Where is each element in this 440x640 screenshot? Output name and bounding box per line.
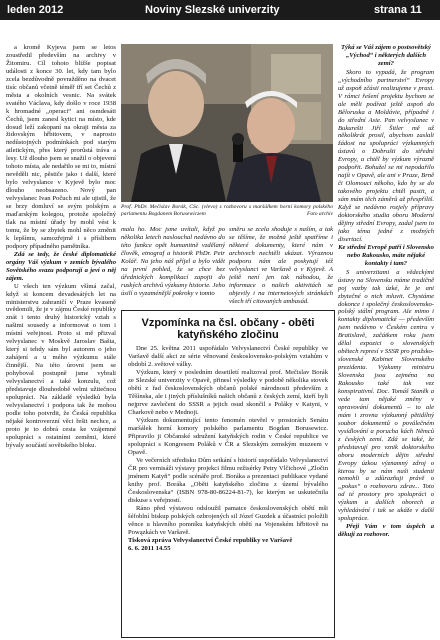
interview-question: Týká se Váš zájem o postsovětský „Východ“ i některých dalších zemí? bbox=[341, 44, 431, 67]
paragraph: a kromě Kyjeva jsem se letos zoustředil především na archivy v Žitomiru. Cíl tohoto bližše popisat události z konce 30. let, kdy tam bylo zcela bezdůvodně povražděno na dvacet tisíc občanů včetně téměř tří set Čechů z města a okolních vesnic. Na svátek svatého Václava, kdy došlo v roce 1938 k hromadné „operaci“ ani osmdesáti Čechů, jsem zanesl kytici na místo, kde dosud leží zakopaní na okraji města za židovským hřbitovem, v naprosto nedůstojných podmínkách pod starým atletickým, přes který prorůstá tráva a lesy. Už dlouho jsem se snažil o objevení tohoto místa, ale nedařilo se mi to, místní nevěděli nic, pěstiče jako i další, které bylo velvyslance v Kyjevě bylo moc dlouho neobsazeno. Nový pan velvyslanec Ivan Počuch mi ale ujistil, že se brzy domluví se svým polským a maďarským kolegou, protože společný tlak na místní úřady by mohl vést k tomu, že by se zbytek mohl něco změnit k lepšímu, samozřejmě i s příslibem podpory případného pamětníka. bbox=[6, 44, 116, 250]
paragraph: mala ho. Moc jsme uvítali, když po několika letech naslouchal nedávno do této funkce opět humanitně vzdělaný člověk, etnograf a historik PhDr. Petr Kolář. Na jeho náš příjel a bylo vidět na první pohled, že se chce bez úřednických komplikací zapojit do ruských archivů výzkumy historie. Jeho úsilí o vyzaménější pokroky v tomto bbox=[121, 226, 225, 297]
paragraph: Ve večerních středisku Dům setkání s historií uspořádalo Velvyslanectví ČR pro vernisáži výstavy projekci filmu režisérky Petry Vlčichové „Zločin jménem Katyň“ podle scénáře prof. Boráka a prezentaci publikace vydané knihy prof. Boráka „Oběti katyňského zločinu z území bývalého Československa“ (ISBN 978-80-86224-81-7), ke kterým se uskutečnila diskuse s veřejností. bbox=[128, 457, 328, 504]
press-release-source: Tisková zpráva Velvyslanectví České republiky ve Varšavě bbox=[128, 537, 293, 544]
box-title: Vzpomínka na čsl. občany - oběti katyňského zločinu bbox=[141, 317, 315, 341]
left-column bbox=[6, 44, 116, 637]
photo-credit: Foto archiv bbox=[306, 210, 333, 217]
katyn-article-box bbox=[121, 310, 335, 638]
paragraph: směru se zcela shoduje s naším, a tak se těšíme, že možná ještě spatříme i některé dokumenty, které nám v archivech nechtěli ukázat. Výraznou podporu nám ale poskytují též velvyslanci ve Varšavě a v Kyjevě. A ještě není jen tak náhodou, že informace o našich aktivitách se objevily i na internetových stránkách všech tří citovaných ambasád. bbox=[229, 226, 333, 305]
closing-line: Přeji Vám v tom úspěch a děkuji za rozhovor. bbox=[338, 523, 434, 539]
right-column bbox=[338, 44, 434, 637]
interview-photo bbox=[121, 44, 333, 202]
paragraph: Výzkum dokumentující tento fenomén otevřel v prostorách Senátu maršálek horní komory polského parlamentu Bogdan Borusewicz. Připravilo ji Občanské sdružení katyňských rodin v České republice ve spolupráci s Kongresem Poláků v ČR a Slezským zemským muzeem v Opavě. bbox=[128, 417, 328, 456]
publication-title: Noviny Slezské univerzity bbox=[145, 4, 280, 16]
page-number: strana 11 bbox=[374, 4, 422, 16]
middle-column-2 bbox=[229, 226, 333, 306]
paragraph: U všech ten výzkum všímá začal, když si koncem devadesátých let na ministerstvu zahraničí v Praze kvaseně uvědomili, že je v zájmu České republiky znát i tento druhý historický vztah s našimi sousedy a informovat o tom i místní veřejnost. Proto si mě přizval velvyslanec v Moskvě Jaroslav Bašta, který si tehdy sám byl autorem o jeho zahájení a u mého výzkumu stále činnější. Na této úrovni jsem se pohyboval postupně jsme vybrali velvyslanectví a také konzulu, což představuje dlouhodobě velmi užitečnou spolupráci. Na základě výsledků byla velvyslanectví i podpora tak že mohou podle toho potvrdit, že Česká republika nějaké kontroverzní věci řešit nechce, a proto je to dobrá cesta ke vzájemné spolupráci s ostatními zeměmi, které bývaly součástí sovětského bloku. bbox=[6, 282, 116, 449]
photo-image bbox=[121, 44, 333, 202]
issue-date: leden 2012 bbox=[7, 4, 64, 16]
interview-question: Zdá se tedy, že české diplomatické orgány Váš výzkum v zemích bývalého Sovětského svazu podporují a jeví o něj zájem. bbox=[6, 250, 116, 282]
press-release-date: 6. 6. 2011 14.55 bbox=[128, 545, 171, 552]
photo-caption bbox=[121, 204, 333, 226]
interview-question: Ke střední Evropě patří i Slovensko nebo Rakousko, máte nějaké kontakty i tam? bbox=[338, 243, 434, 267]
middle-column-1 bbox=[121, 226, 225, 306]
paragraph: Výzkum, který v posledním desetiletí realizoval prof. Mečislav Borák ze Slezské univerzity v Opavě, přinesl výsledky v podobě několika stovek obětí z řad československých občanů polské národnosti především z Těšínska, ale i jiných příslušníků našich občanů z českých zemí, kteří byli nejprve zavlečeni do SSSR a jejich osud skončil s Poláky v Katyni, v Charkově nebo v Mednoji. bbox=[128, 369, 328, 416]
caption-text: Prof. PhDr. Mečislav Borák, CSc. (vlevo) s rozhovoru s maršálkem horní komory polského parlamentu Bogdanem Borusewiczem bbox=[121, 204, 333, 217]
paragraph: S univerzitami a vědeckými ústavy na Slovensku máme tradičně poj vazby tak úzké, že je ani zbytečné o nich mluvit. Chystáme dokonce i společný československo-polský stální program. Ale mimo i kontakty diplomatické — především jsem nedávno v Českém centru v Bratislavě, začátkem roku jsem dělal expozici o slovenských obětech represí v SSSR pro pražsko-slovenské Kabinet Slovenského prezidenta. Výzkumy ministru Slovenska jsou zejména na Rakousko také tak vez konspirativní. Doc. Tomáš Staněk a vede tam nějaké změny v opravování dokumentů – to ale mám i zrovna výzkumný pětidílný soubor dokumentů o poválečném vysídlování a porucha kách Němců z českých zemí. Zdá se také, že představují pro vznik doktorského oboru moderních dějin střední Evropy úzkou významný zdroj o kterou by se nám naši studenti nemohli a zdůrazňuji právě o „pokus“ o rozhovoru zdrav... Toto od té prostory pro spolupráci o výzkum a dalších oborech a vyhledávání i tak se ukáže v další spolupráce. bbox=[338, 268, 434, 523]
paragraph: Dne 25. května 2011 uspořádalo Velvyslanectví České republiky ve Varšavě další akci ze série věnované československo-polským vztahům v období 2. světové války. bbox=[128, 345, 328, 368]
box-body bbox=[122, 343, 334, 555]
paragraph: Ráno před výstavou odsloužil pamatce československých obětí mši šéfoblní biskup polských ozbrojených sil Józef Guzdek a účastníci položili věnce u hlavního pomníku katyňských obětí na Vojenském hřbitově na Powązkách ve Varšavě. bbox=[128, 505, 328, 536]
page-header bbox=[0, 0, 440, 20]
paragraph: Skoro to vypadá, že program „východního partnerství“ Evropy už aspoň zčásti realizujeme v praxi. V rámci řešení projektu bychom se ale měli podívat ještě aspoň do Běloruska a Moldávie, případně i do střední Asie. Pan velvyslanec v Bukurešti Jiří Šitler mě už několikrát prosil, abychom zaslali žádost na spolupráci výzkumných ústavů o Dobrušti do střední Evropy, a chtěl by výzkum výrazně podpořit. Bohužel se mi nepodařilo najít v Opavě, ale ani v Praze, Brně či Olomouci někoho, kdo by se do takového projektu chtěl pustit, a sám mám těch záměrů až přespříliš. Když se nedávno rozjely přípravy doktorského studia oboru Moderní dějiny střední Evropy, zadal jsem to jako téma jedné z možných disertací. bbox=[338, 68, 434, 243]
